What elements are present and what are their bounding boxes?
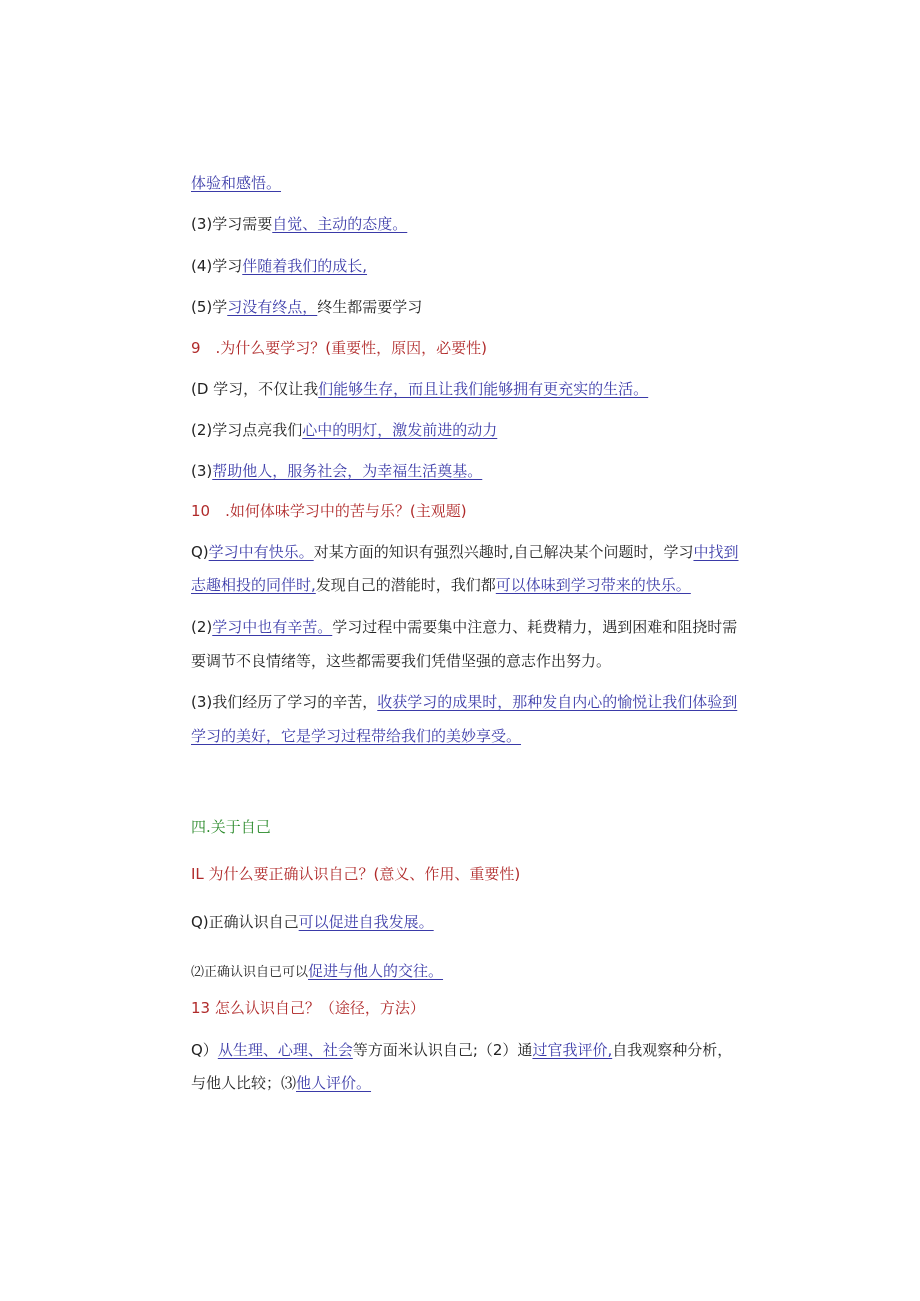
paragraph-self-1 [191, 912, 434, 932]
item-label: Q) [191, 543, 209, 561]
item-label: ⑵正确认识自已可以 [191, 965, 309, 980]
answer-text: 们能够生存，而且让我们能够拥有更充实的生活。 [318, 380, 649, 398]
paragraph-method-line-1 [191, 1040, 732, 1060]
answer-text: 学习中有快乐。 [208, 543, 314, 561]
paragraph-reason-1 [191, 379, 648, 399]
answer-text: 过官我评价, [532, 1041, 613, 1059]
answer-text: 帮助他人，服务社会，为幸福生活奠基。 [212, 462, 483, 480]
item-text: 自我观察种分析， [612, 1041, 733, 1059]
question-heading-9: 9 .为什么要学习？(重要性，原因，必要性) [191, 339, 488, 357]
answer-text: 习没有终点， [227, 298, 318, 316]
answer-text: 志趣相投的同伴时, [191, 576, 316, 594]
answer-text: 可以体味到学习带来的快乐。 [495, 576, 691, 594]
paragraph-tail [191, 173, 281, 193]
answer-text: 体验和感悟。 [191, 174, 282, 192]
paragraph-self-2 [191, 961, 443, 983]
item-text: 要调节不良情绪等，这些都需要我们凭借坚强的意志作出努力。 [191, 652, 612, 670]
item-text: 与他人比较；⑶ [191, 1074, 297, 1092]
paragraph-item-5 [191, 297, 422, 317]
question-heading-13: 13 怎么认识自己？（途径，方法） [191, 999, 425, 1017]
item-text: 对某方面的知识有强烈兴趣时,自己解决某个问题时，学习 [313, 543, 694, 561]
answer-text: 中找到 [693, 543, 739, 561]
item-text: 等方面米认识自己;（2）通 [352, 1041, 533, 1059]
item-text: 发现自己的潜能时，我们都 [315, 576, 496, 594]
answer-text: 学习的美好，它是学习过程带给我们的美妙享受。 [191, 727, 522, 745]
paragraph-item-4 [191, 256, 367, 276]
paragraph-item-3 [191, 214, 407, 234]
paragraph-experience-line-1 [191, 692, 737, 712]
item-text: 学习过程中需要集中注意力、耗费精力，遇到困难和阻挠时需 [332, 618, 738, 636]
answer-text: 促进与他人的交往。 [308, 962, 444, 980]
paragraph-joy-line-1 [191, 542, 738, 562]
item-label: Q） [191, 1041, 218, 1059]
item-label: (D 学习，不仅让我 [191, 380, 319, 398]
item-label: (4)学习 [191, 257, 243, 275]
item-label: (2) [191, 618, 213, 636]
paragraph-hardship-line-1 [191, 617, 737, 637]
item-label: Q)正确认识自己 [191, 913, 299, 931]
paragraph-experience-line-2 [191, 726, 521, 746]
item-text: 终生都需要学习 [317, 298, 423, 316]
item-label: (5)学 [191, 298, 228, 316]
question-heading-11: IL 为什么要正确认识自己？(意义、作用、重要性) [191, 865, 521, 883]
paragraph-reason-2 [191, 420, 497, 440]
paragraph-joy-line-2 [191, 575, 691, 595]
answer-text: 从生理、心理、社会 [217, 1041, 353, 1059]
question-heading-10: 10 .如何体味学习中的苦与乐？(主观题) [191, 502, 467, 520]
item-text: (3)我们经历了学习的辛苦， [191, 693, 378, 711]
answer-text: 心中的明灯，激发前进的动力 [302, 421, 498, 439]
section-heading: 四.关于自己 [191, 818, 271, 836]
paragraph-method-line-2 [191, 1073, 371, 1093]
item-label: (2)学习点亮我们 [191, 421, 303, 439]
answer-text: 学习中也有辛苦。 [212, 618, 333, 636]
item-label: (3) [191, 462, 213, 480]
paragraph-reason-3 [191, 461, 482, 481]
paragraph-hardship-line-2 [191, 651, 611, 671]
answer-text: 自觉、主动的态度。 [272, 215, 408, 233]
answer-text: 可以促进自我发展。 [298, 913, 434, 931]
answer-text: 收获学习的成果时，那种发自内心的愉悦让我们体验到 [377, 693, 738, 711]
answer-text: 伴随着我们的成长, [242, 257, 368, 275]
item-label: (3)学习需要 [191, 215, 273, 233]
answer-text: 他人评价。 [296, 1074, 372, 1092]
